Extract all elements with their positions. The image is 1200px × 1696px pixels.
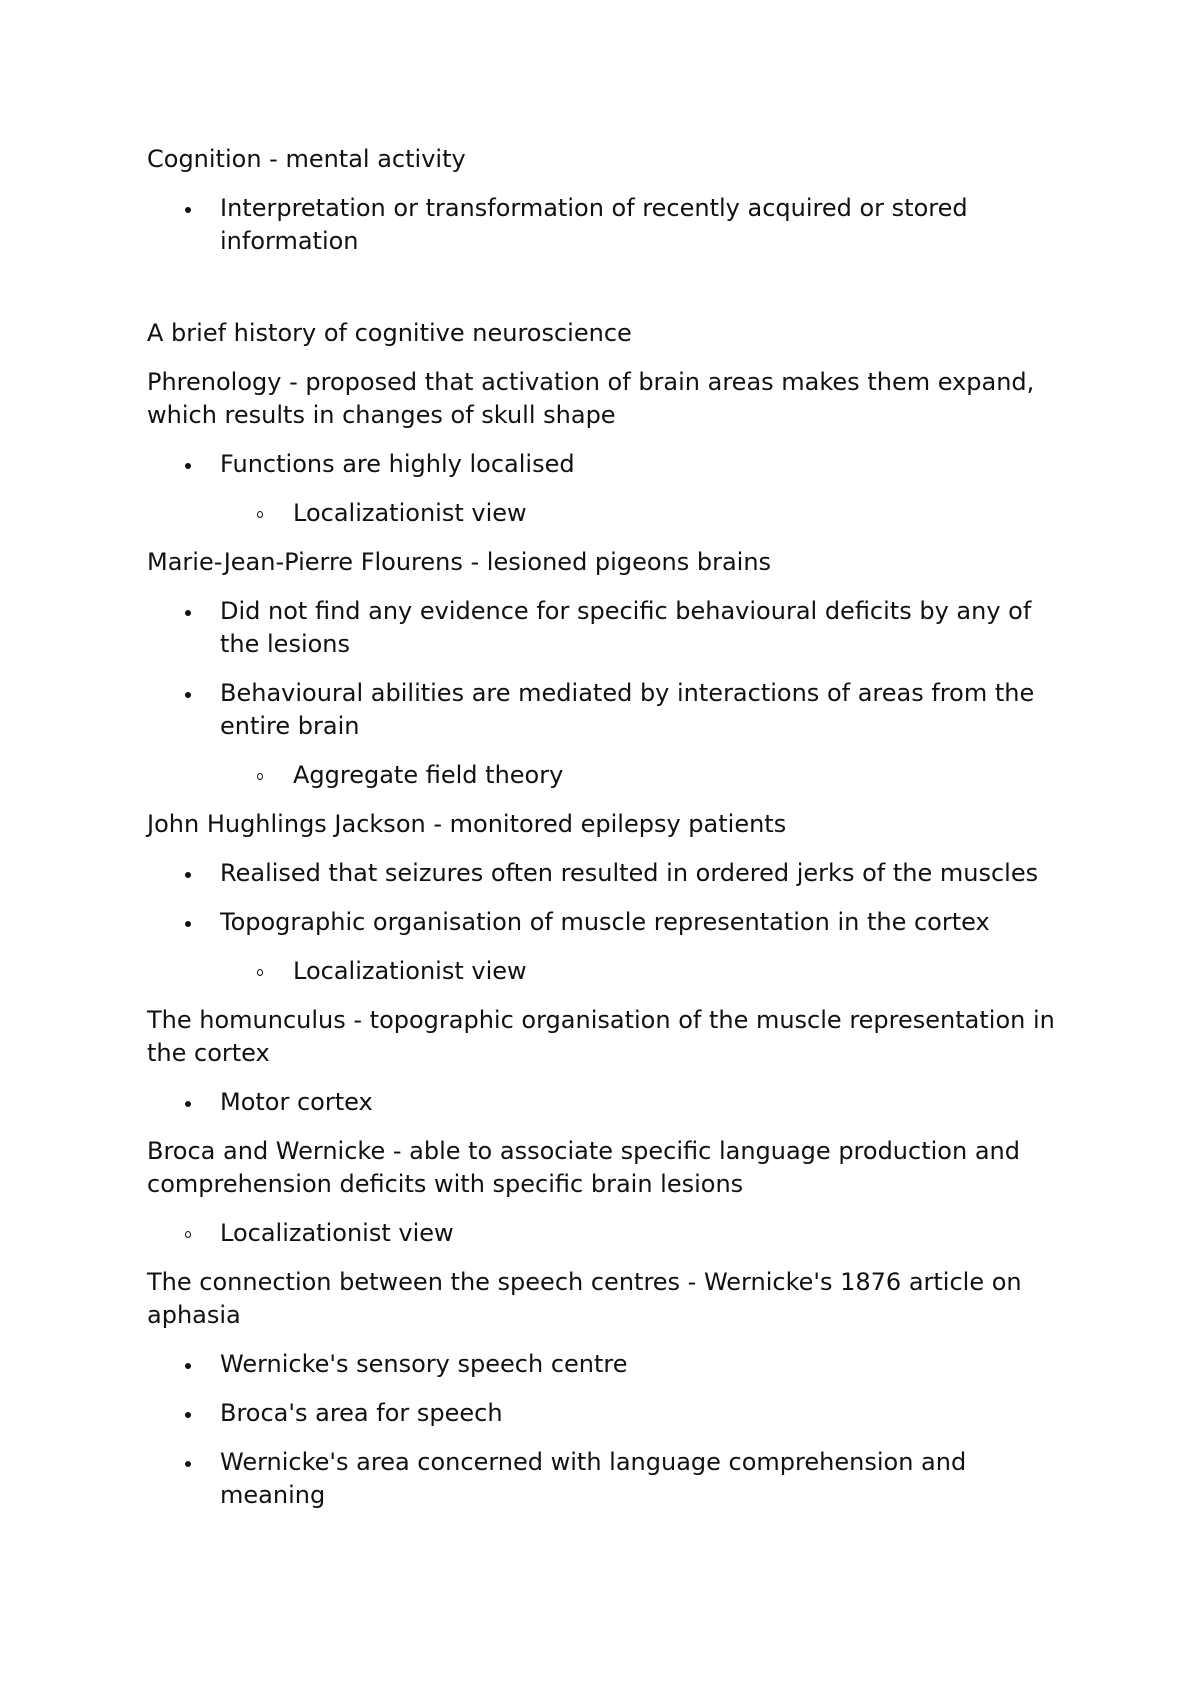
bullet-item-text: Behavioural abilities are mediated by interactions of areas from the entire brain xyxy=(220,679,1035,740)
bullet-item-text: Wernicke's area concerned with language comprehension and meaning xyxy=(220,1448,967,1509)
bullet-dot-icon xyxy=(185,207,191,213)
sub-bullet-item xyxy=(147,497,1067,530)
bullet-item-text: Functions are highly localised xyxy=(220,450,575,478)
hollow-bullet-icon xyxy=(257,773,263,780)
paragraph-text: Phrenology - proposed that activation of brain areas makes them expand, which results in changes of skull shape xyxy=(147,368,1035,429)
bullet-item-text: Motor cortex xyxy=(220,1088,373,1116)
bullet-dot-icon xyxy=(185,1363,191,1369)
bullet-item xyxy=(147,595,1067,661)
section-gap xyxy=(147,274,1067,317)
paragraph-text: Cognition - mental activity xyxy=(147,145,466,173)
bullet-item xyxy=(147,857,1067,890)
bullet-item xyxy=(147,1348,1067,1381)
sub-bullet-item xyxy=(147,1217,1067,1250)
bullet-item-text: Realised that seizures often resulted in ordered jerks of the muscles xyxy=(220,859,1039,887)
bullet-dot-icon xyxy=(185,692,191,698)
paragraph xyxy=(147,1266,1067,1332)
sub-bullet-text: Localizationist view xyxy=(220,1219,454,1247)
paragraph-text: Marie-Jean-Pierre Flourens - lesioned pigeons brains xyxy=(147,548,772,576)
paragraph xyxy=(147,366,1067,432)
bullet-item-text: Interpretation or transformation of recently acquired or stored information xyxy=(220,194,968,255)
sub-bullet-item xyxy=(147,955,1067,988)
paragraph-text: The homunculus - topographic organisation of the muscle representation in the cortex xyxy=(147,1006,1055,1067)
hollow-bullet-icon xyxy=(257,969,263,976)
sub-bullet-text: Localizationist view xyxy=(293,499,527,527)
paragraph xyxy=(147,317,1067,350)
bullet-dot-icon xyxy=(185,1101,191,1107)
hollow-bullet-icon xyxy=(257,511,263,518)
paragraph xyxy=(147,143,1067,176)
bullet-item-text: Broca's area for speech xyxy=(220,1399,503,1427)
bullet-item xyxy=(147,1086,1067,1119)
paragraph-text: A brief history of cognitive neuroscience xyxy=(147,319,632,347)
bullet-item xyxy=(147,448,1067,481)
paragraph xyxy=(147,1135,1067,1201)
bullet-item xyxy=(147,1446,1067,1512)
paragraph-text: John Hughlings Jackson - monitored epilepsy patients xyxy=(147,810,787,838)
bullet-item xyxy=(147,677,1067,743)
bullet-item-text: Did not find any evidence for specific behavioural deficits by any of the lesions xyxy=(220,597,1032,658)
bullet-item xyxy=(147,192,1067,258)
paragraph-text: The connection between the speech centres - Wernicke's 1876 article on aphasia xyxy=(147,1268,1022,1329)
sub-bullet-text: Localizationist view xyxy=(293,957,527,985)
document-body xyxy=(147,143,1067,1528)
hollow-bullet-icon xyxy=(185,1231,191,1238)
bullet-dot-icon xyxy=(185,1412,191,1418)
paragraph xyxy=(147,808,1067,841)
bullet-dot-icon xyxy=(185,921,191,927)
sub-bullet-item xyxy=(147,759,1067,792)
bullet-item-text: Topographic organisation of muscle representation in the cortex xyxy=(220,908,990,936)
bullet-dot-icon xyxy=(185,610,191,616)
bullet-item-text: Wernicke's sensory speech centre xyxy=(220,1350,628,1378)
sub-bullet-text: Aggregate field theory xyxy=(293,761,564,789)
bullet-dot-icon xyxy=(185,1461,191,1467)
paragraph xyxy=(147,546,1067,579)
bullet-item xyxy=(147,1397,1067,1430)
bullet-item xyxy=(147,906,1067,939)
paragraph xyxy=(147,1004,1067,1070)
bullet-dot-icon xyxy=(185,463,191,469)
paragraph-text: Broca and Wernicke - able to associate specific language production and comprehension deficits with specific brain lesions xyxy=(147,1137,1020,1198)
bullet-dot-icon xyxy=(185,872,191,878)
